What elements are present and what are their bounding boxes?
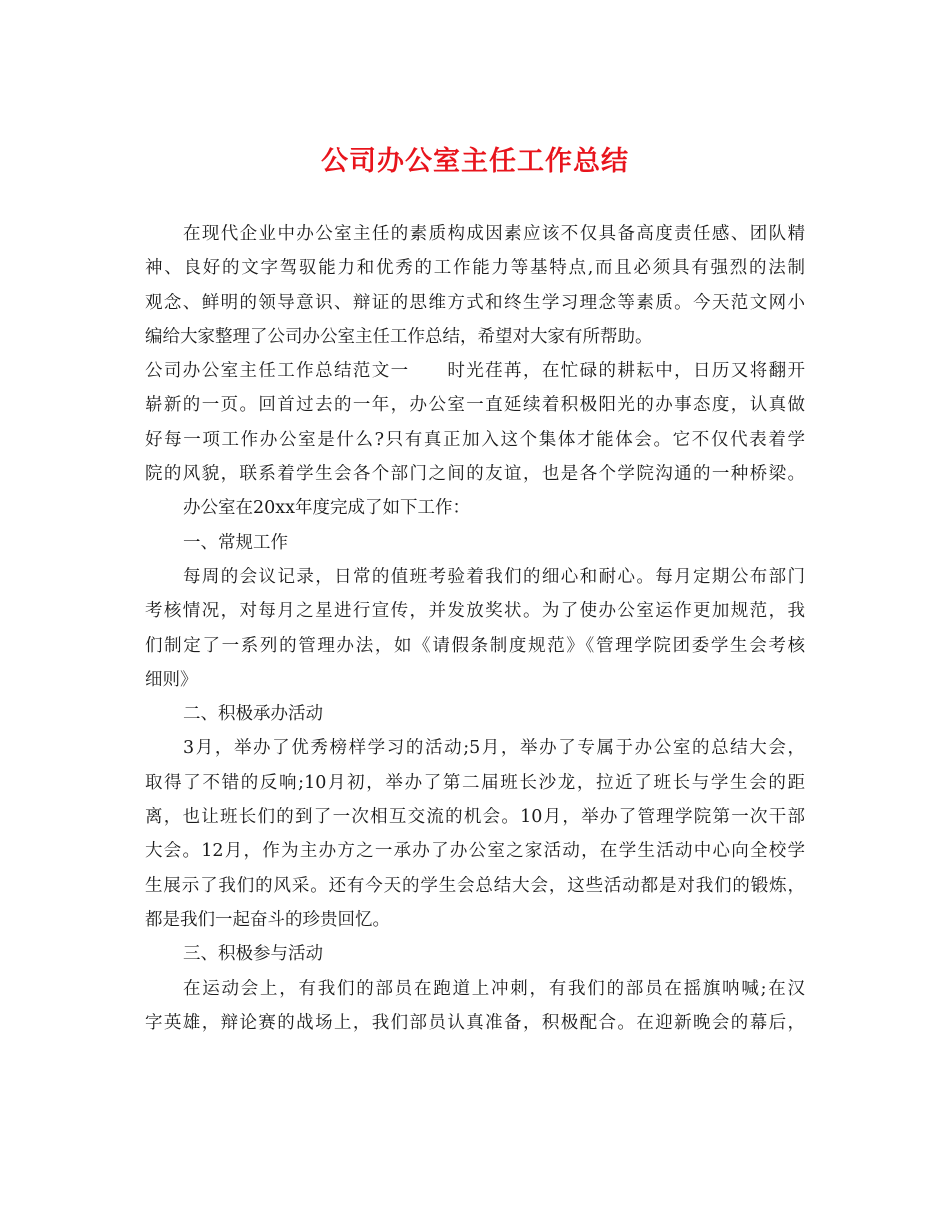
paragraph-line: 都是我们一起奋斗的珍贵回忆。: [145, 909, 390, 930]
paragraph-line: 每周的会议记录，日常的值班考验着我们的细心和耐心。每月定期公布部门: [183, 566, 805, 587]
paragraph-line: 神、良好的文字驾驭能力和优秀的工作能力等基特点,而且必须具有强烈的法制: [145, 258, 805, 279]
paragraph-line: 编给大家整理了公司办公室主任工作总结，希望对大家有所帮助。: [145, 326, 653, 347]
paragraph-line: 观念、鲜明的领导意识、辩证的思维方式和终生学习理念等素质。今天范文网小: [145, 292, 805, 313]
paragraph-line: 离，也让班长们的到了一次相互交流的机会。10月，举办了管理学院第一次干部: [145, 807, 805, 828]
paragraph-line: 院的风貌，联系着学生会各个部门之间的友谊，也是各个学院沟通的一种桥梁。: [145, 464, 805, 485]
document-body: [145, 217, 805, 1040]
section-heading: 二、积极承办活动: [183, 704, 323, 725]
paragraph-line: 好每一项工作办公室是什么?只有真正加入这个集体才能体会。它不仅代表着学: [145, 429, 805, 450]
paragraph-line: 3月，举办了优秀榜样学习的活动;5月，举办了专属于办公室的总结大会，: [183, 738, 805, 759]
paragraph-line: 字英雄，辩论赛的战场上，我们部员认真准备，积极配合。在迎新晚会的幕后，: [145, 1012, 805, 1033]
paragraph-line: 取得了不错的反响;10月初，举办了第二届班长沙龙，拉近了班长与学生会的距: [145, 772, 805, 793]
paragraph-line: 考核情况，对每月之星进行宣传，并发放奖状。为了使办公室运作更加规范，我: [145, 601, 805, 622]
paragraph-line: 们制定了一系列的管理办法，如《请假条制度规范》《管理学院团委学生会考核: [145, 635, 805, 656]
paragraph-line: 生展示了我们的风采。还有今天的学生会总结大会，这些活动都是对我们的锻炼，: [145, 875, 805, 896]
paragraph-line: 在运动会上，有我们的部员在跑道上冲刺，有我们的部员在摇旗呐喊;在汉: [183, 978, 805, 999]
document-title: 公司办公室主任工作总结: [321, 146, 629, 177]
paragraph-line: 细则》: [145, 669, 198, 690]
paragraph-line: 在现代企业中办公室主任的素质构成因素应该不仅具备高度责任感、团队精: [183, 224, 805, 244]
paragraph-line: 大会。12月，作为主办方之一承办了办公室之家活动，在学生活动中心向全校学: [145, 841, 805, 862]
paragraph-line: 办公室在20xx年度完成了如下工作：: [183, 498, 471, 519]
section-heading: 一、常规工作: [183, 532, 288, 553]
paragraph-line: 崭新的一页。回首过去的一年，办公室一直延续着积极阳光的办事态度，认真做: [145, 395, 805, 416]
paragraph-line: 公司办公室主任工作总结范文一 时光荏苒，在忙碌的耕耘中，日历又将翻开: [145, 361, 805, 382]
section-heading: 三、积极参与活动: [183, 944, 323, 965]
